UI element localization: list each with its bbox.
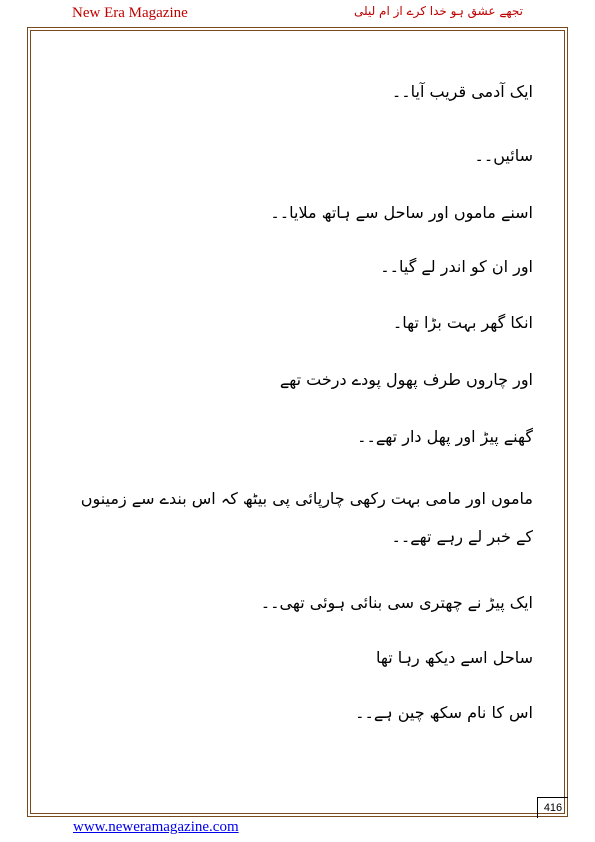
paragraph: اسنے ماموں اور ساحل سے ہاتھ ملایا۔۔ [270, 203, 533, 222]
story-title: تجھے عشق ہو خدا کرے از ام لیلی [353, 4, 523, 18]
paragraph: سائیں۔۔ [474, 146, 533, 165]
paragraph: ماموں اور مامی بہت رکھی چارپائی پی بیٹھ کہ اس بندے سے زمینوں کے خبر لے رہے تھے۔۔ [80, 489, 533, 546]
paragraph: ایک آدمی قریب آیا۔۔ [391, 82, 533, 101]
paragraph: گھنے پیڑ اور پھل دار تھے۔۔ [357, 427, 533, 446]
page-number: 416 [537, 797, 568, 818]
magazine-name: New Era Magazine [72, 5, 188, 21]
paragraph: اس کا نام سکھ چین ہے۔۔ [355, 703, 533, 722]
paragraph: اور ان کو اندر لے گیا۔۔ [380, 257, 533, 276]
paragraph: ایک پیڑ نے چھتری سی بنائی ہوئی تھی۔۔ [260, 593, 533, 612]
paragraph: اور چاروں طرف پھول پودے درخت تھے [279, 370, 533, 389]
paragraph: انکا گھر بہت بڑا تھا۔ [392, 313, 533, 332]
paragraph: ساحل اسے دیکھ رہا تھا [375, 648, 533, 667]
website-link[interactable]: www.neweramagazine.com [73, 819, 239, 835]
